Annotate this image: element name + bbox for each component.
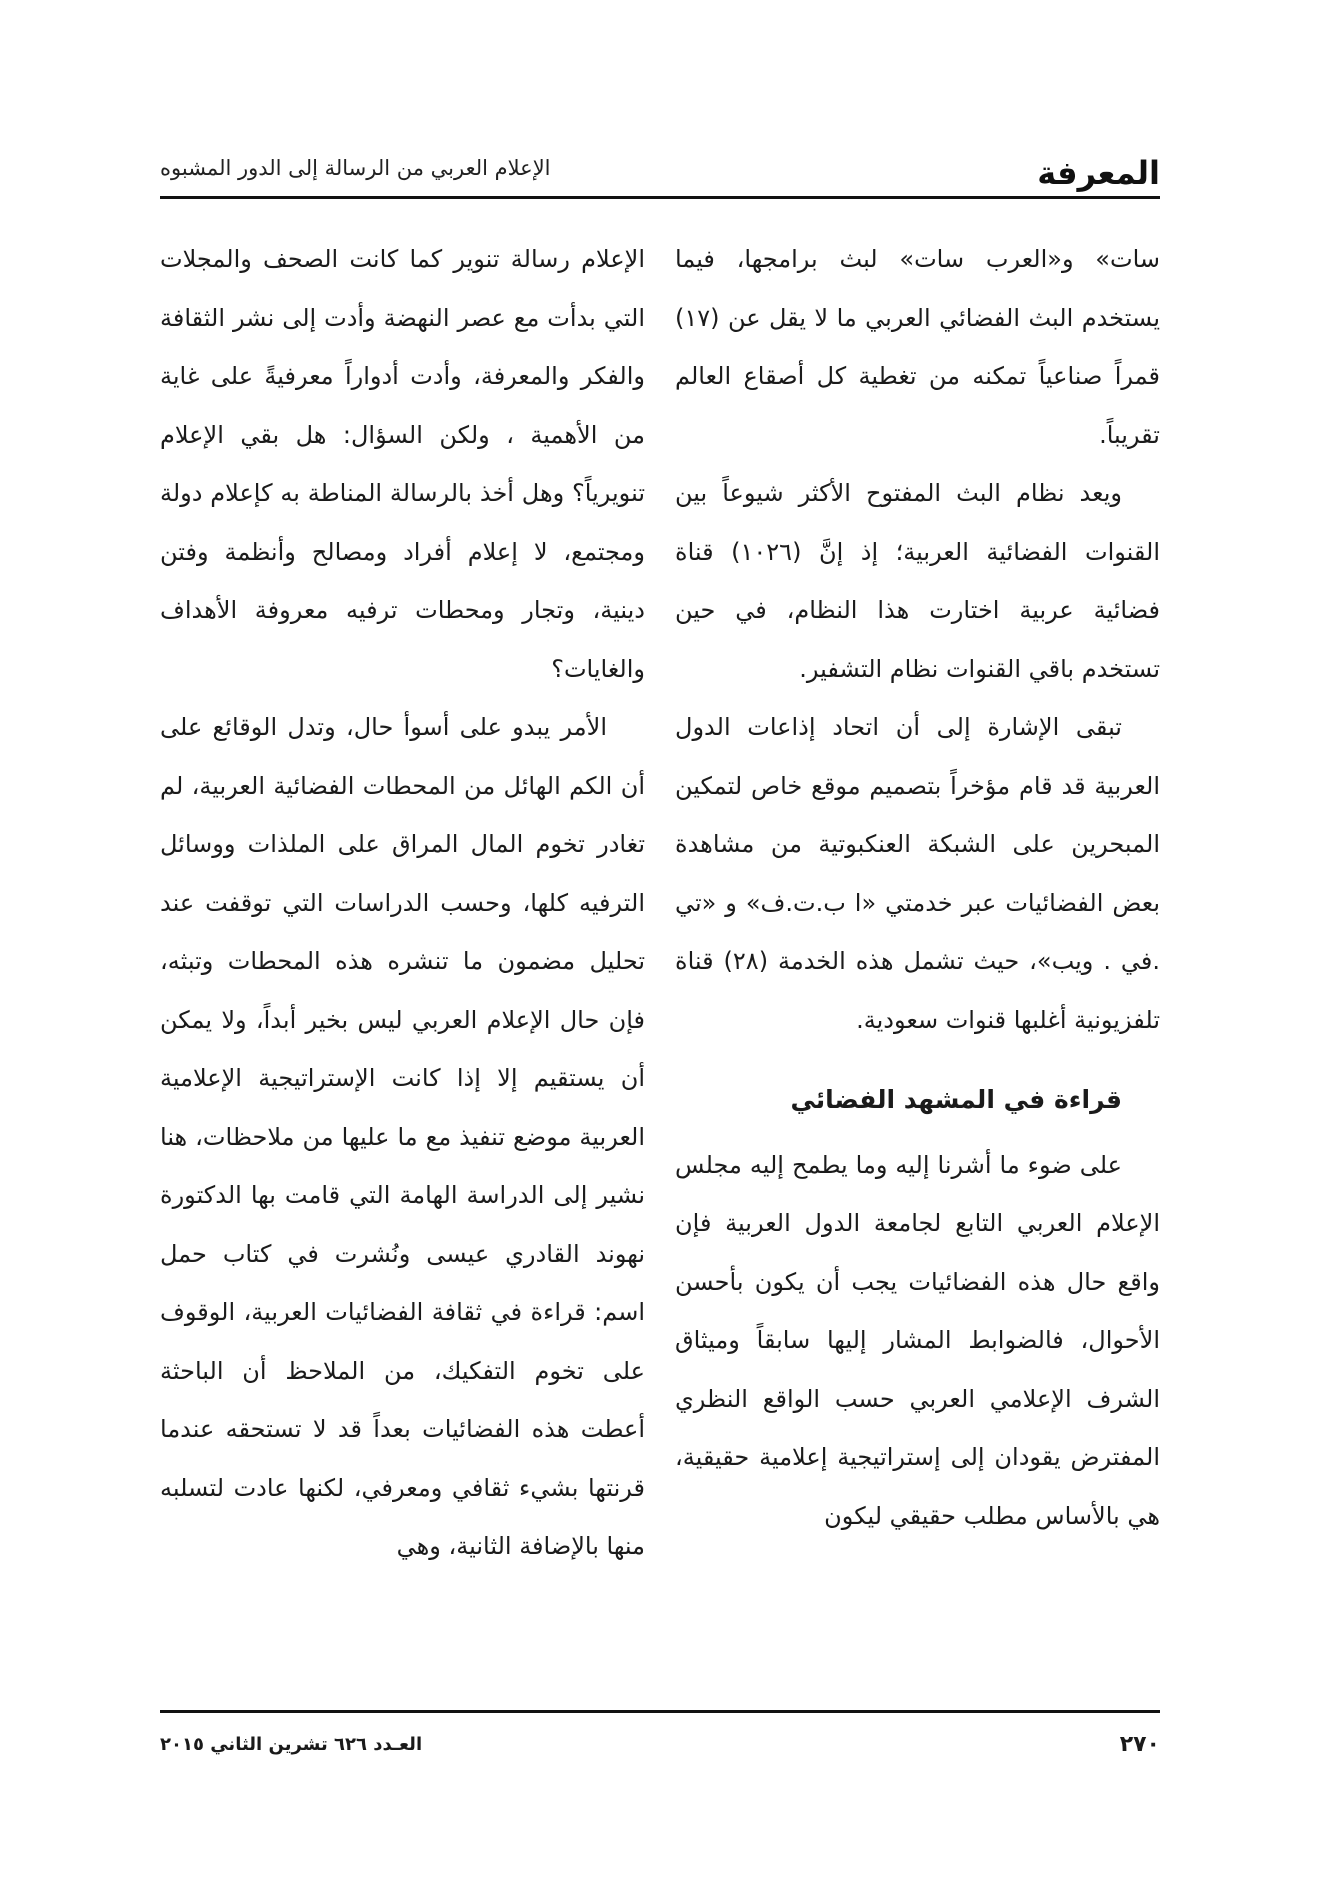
paragraph: على ضوء ما أشرنا إليه وما يطمح إليه مجلس الإعلام العربي التابع لجامعة الدول العربية فإن واقع حال هذه الفضائيات يجب أن يكون بأحسن الأحوال، فالضوابط المشار إليها سابقاً وميثاق الشرف الإعلامي العربي حسب الواقع النظري المفترض يقودان إلى إستراتيجية إعلامية حقيقية، هي بالأساس مطلب حقيقي ليكون [675,1150,1160,1530]
footer-divider [160,1710,1160,1713]
section-heading: قراءة في المشهد الفضائي [790,1085,1122,1114]
header-divider [160,196,1160,199]
magazine-logo: المعرفة [1037,154,1160,192]
page-number: ٢٧٠ [1119,1732,1160,1757]
left-column [160,230,645,1576]
right-column [675,230,1160,1545]
paragraph: الأمر يبدو على أسوأ حال، وتدل الوقائع على أن الكم الهائل من المحطات الفضائية العربية، لم تغادر تخوم المال المراق على الملذات ووسائل الترفيه كلها، وحسب الدراسات التي توقفت عند تحليل مضمون ما تنشره هذه المحطات وتبثه، فإن حال الإعلام العربي ليس بخير أبداً، ولا يمكن أن يستقيم إلا إذا كانت الإستراتيجية الإعلامية العربية موضع تنفيذ مع ما عليها من ملاحظات، هنا نشير إلى الدراسة الهامة التي قامت بها الدكتورة نهوند القادري عيسى ونُشرت في كتاب حمل اسم: قراءة في ثقافة الفضائيات العربية، الوقوف على تخوم التفكيك، من الملاحظ أن الباحثة أعطت هذه الفضائيات بعداً قد لا تستحقه عندما قرنتها بشيء ثقافي ومعرفي، لكنها عادت لتسلبه منها بالإضافة الثانية، وهي [160,713,645,1560]
paragraph: سات» و«العرب سات» لبث برامجها، فيما يستخدم البث الفضائي العربي ما لا يقل عن (١٧) قمراً صناعياً تمكنه من تغطية كل أصقاع العالم تقريباً. [675,245,1160,449]
paragraph: تبقى الإشارة إلى أن اتحاد إذاعات الدول العربية قد قام مؤخراً بتصميم موقع خاص لتمكين المبحرين على الشبكة العنكبوتية من مشاهدة بعض الفضائيات عبر خدمتي «ا ب.ت.ف» و «تي .في . ويب»، حيث تشمل هذه الخدمة (٢٨) قناة تلفزيونية أغلبها قنوات سعودية. [675,713,1161,1034]
paragraph: ويعد نظام البث المفتوح الأكثر شيوعاً بين القنوات الفضائية العربية؛ إذ إنَّ (١٠٢٦) قناة فضائية عربية اختارت هذا النظام، في حين تستخدم باقي القنوات نظام التشفير. [675,479,1161,683]
running-title: الإعلام العربي من الرسالة إلى الدور المشبوه [160,156,551,180]
issue-info: العـدد ٦٢٦ تشرين الثاني ٢٠١٥ [160,1734,423,1755]
paragraph: الإعلام رسالة تنوير كما كانت الصحف والمجلات التي بدأت مع عصر النهضة وأدت إلى نشر الثقافة والفكر والمعرفة، وأدت أدواراً معرفيةً على غاية من الأهمية ، ولكن السؤال: هل بقي الإعلام تنويرياً؟ وهل أخذ بالرسالة المناطة به كإعلام دولة ومجتمع، لا إعلام أفراد ومصالح وأنظمة وفتن دينية، وتجار ومحطات ترفيه معروفة الأهداف والغايات؟ [160,245,645,683]
